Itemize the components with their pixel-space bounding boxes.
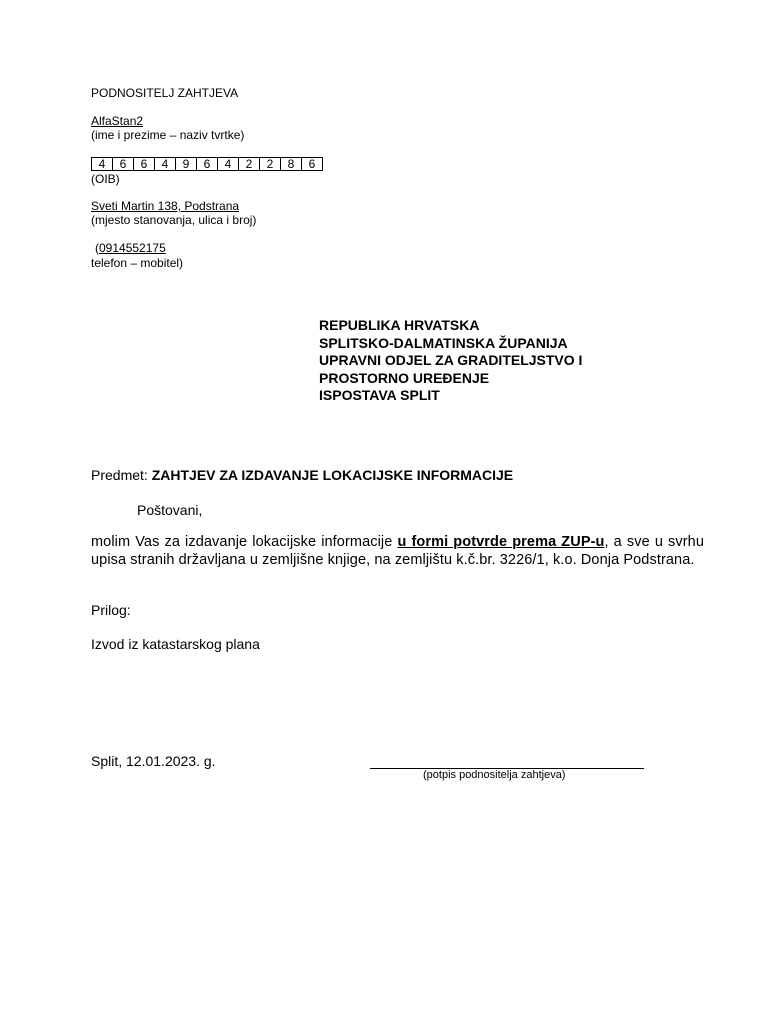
oib-table: [91, 157, 323, 171]
applicant-address: Sveti Martin 138, Podstrana: [91, 199, 240, 213]
applicant-name-label: (ime i prezime – naziv tvrtke): [91, 128, 245, 142]
attachment-label: Prilog:: [91, 602, 131, 618]
applicant-address-label: (mjesto stanovanja, ulica i broj): [91, 213, 257, 227]
signature-label: (potpis podnositelja zahtjeva): [423, 769, 566, 781]
oib-digit: 4: [218, 158, 239, 171]
oib-digit: 6: [113, 158, 134, 171]
attachment-item: Izvod iz katastarskog plana: [91, 636, 260, 652]
recipient-line: ISPOSTAVA SPLIT: [319, 387, 440, 403]
phone-prefix: (: [95, 241, 99, 255]
applicant-phone: 0914552175: [99, 241, 166, 255]
oib-digit: 4: [155, 158, 176, 171]
oib-digit: 2: [260, 158, 281, 171]
oib-digit: 2: [239, 158, 260, 171]
body-bold-part: u formi potvrde prema ZUP-u: [397, 534, 605, 550]
applicant-name: AlfaStan2: [91, 114, 144, 128]
applicant-heading: PODNOSITELJ ZAHTJEVA: [91, 86, 239, 100]
recipient-line: REPUBLIKA HRVATSKA: [319, 317, 480, 333]
recipient-line: SPLITSKO-DALMATINSKA ŽUPANIJA: [319, 334, 568, 351]
greeting: Poštovani,: [137, 502, 203, 518]
applicant-phone-line: [95, 241, 166, 255]
oib-digit: 9: [176, 158, 197, 171]
oib-digit: 6: [302, 158, 323, 171]
body-part2: , a sve u svrhu upisa stranih državljana u zemljišne knjige, na zemljištu k.č.br. 3226/1, k.o. Donja Podstrana.: [91, 534, 704, 568]
subject-line: [91, 467, 513, 484]
oib-digit: 8: [281, 158, 302, 171]
recipient-line: PROSTORNO UREĐENJE: [319, 369, 490, 386]
recipient-block: [319, 317, 582, 405]
recipient-line: UPRAVNI ODJEL ZA GRADITELJSTVO I: [319, 352, 583, 368]
subject-title: ZAHTJEV ZA IZDAVANJE LOKACIJSKE INFORMACIJE: [151, 467, 514, 483]
applicant-phone-label: telefon – mobitel): [91, 256, 184, 270]
oib-digit: 6: [134, 158, 155, 171]
oib-digit: 4: [92, 158, 113, 171]
subject-label: Predmet:: [91, 467, 152, 483]
body-paragraph: [91, 533, 704, 569]
body-part1: molim Vas za izdavanje lokacijske informacije: [91, 534, 398, 550]
oib-digit: 6: [197, 158, 218, 171]
place-date: Split, 12.01.2023. g.: [91, 753, 216, 769]
oib-label: (OIB): [91, 172, 120, 186]
